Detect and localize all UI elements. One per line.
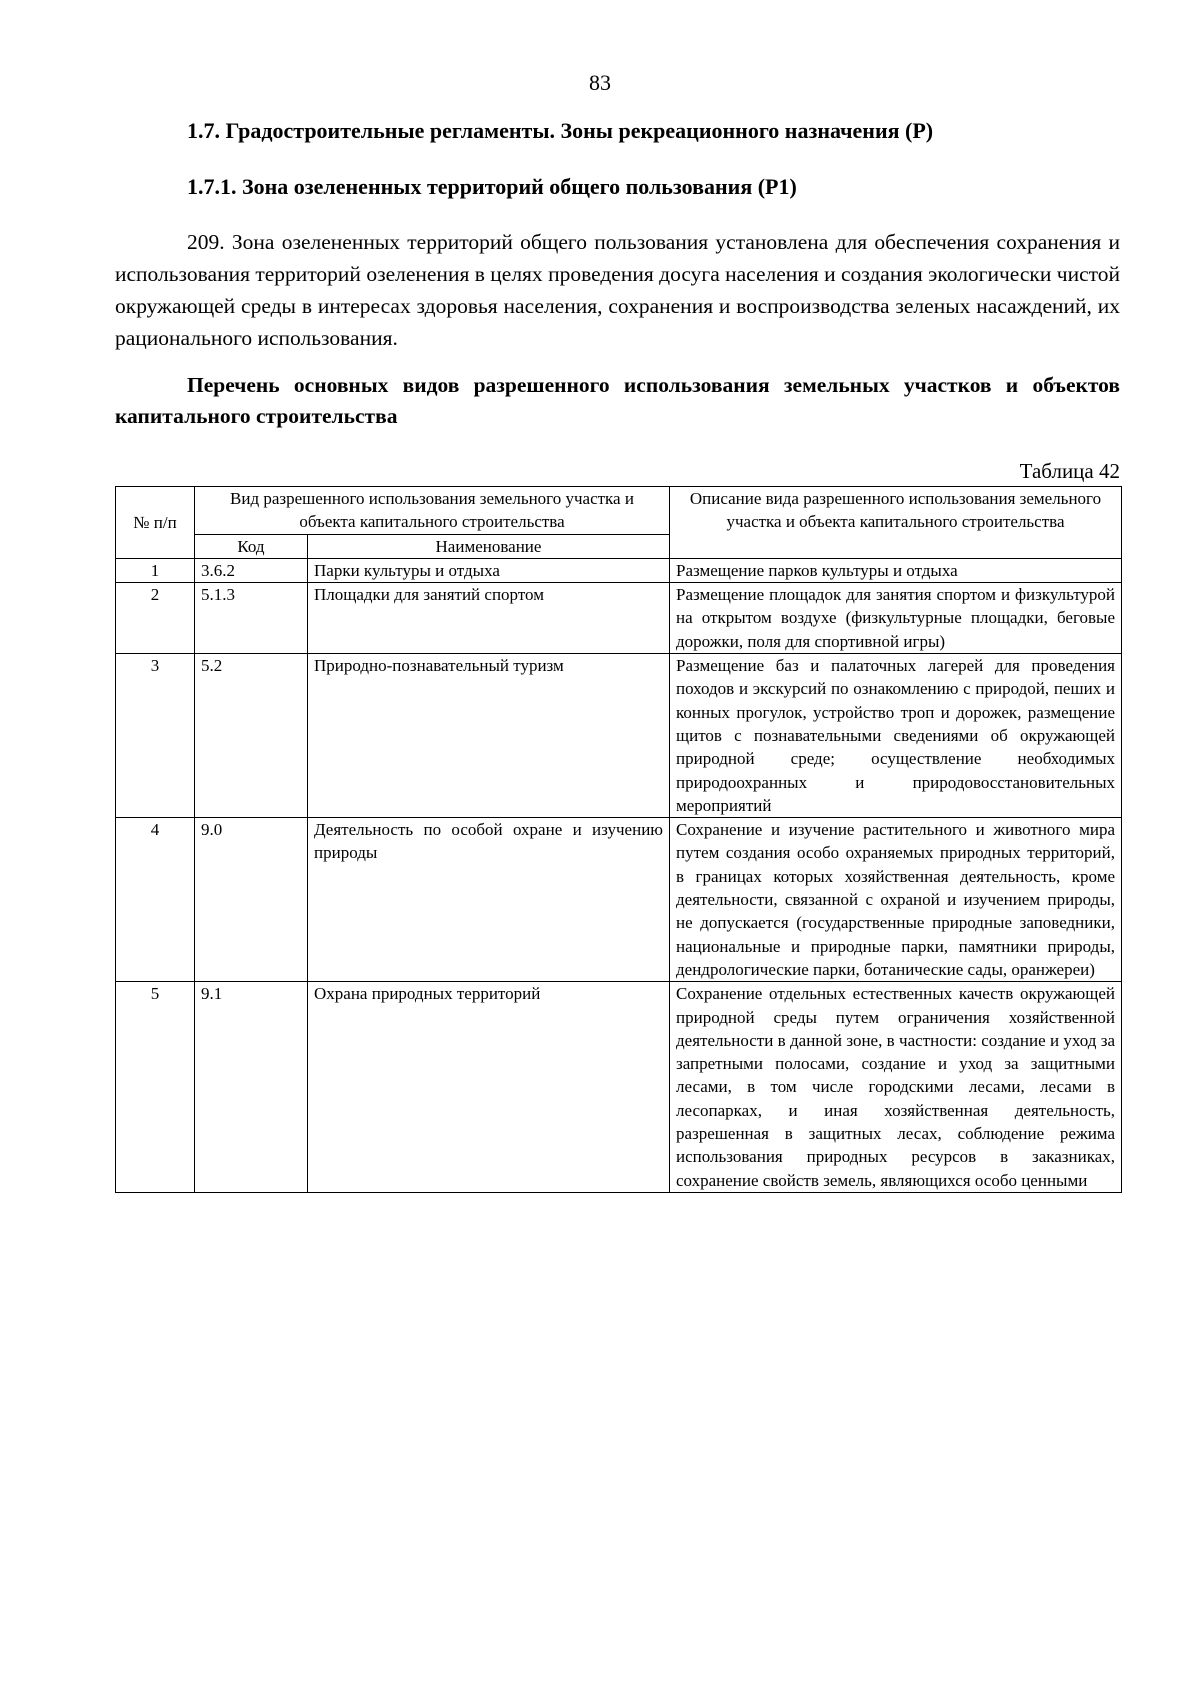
section-heading: 1.7. Градостроительные регламенты. Зоны рекреационного назначения (Р) xyxy=(187,118,934,143)
row-name: Парки культуры и отдыха xyxy=(308,558,670,582)
list-title: Перечень основных видов разрешенного использования земельных участков и объектов капитального строительства xyxy=(115,373,1120,428)
row-num: 3 xyxy=(116,654,195,818)
header-vid-group: Вид разрешенного использования земельного участка и объекта капитального строительства xyxy=(195,487,670,535)
table-row xyxy=(116,982,1122,1193)
table-row xyxy=(116,583,1122,654)
subsection-heading: 1.7.1. Зона озелененных территорий общего пользования (Р1) xyxy=(187,174,797,199)
row-description: Размещение площадок для занятия спортом и физкультурой на открытом воздухе (физкультурные площадки, беговые дорожки, поля для спортивной игры) xyxy=(670,583,1122,654)
row-code: 9.1 xyxy=(195,982,308,1193)
row-code: 5.2 xyxy=(195,654,308,818)
row-description: Сохранение отдельных естественных качеств окружающей природной среды путем ограничения хозяйственной деятельности в данной зоне, в частности: создание и уход за запретными полосами, создание и уход за защитными лесами, в том числе городскими лесами, лесами в лесопарках, и иная хозяйственная деятельность, разрешенная в защитных лесах, соблюдение режима использования природных ресурсов в заказниках, сохранение свойств земель, являющихся особо ценными xyxy=(670,982,1122,1193)
header-code: Код xyxy=(195,534,308,558)
row-num: 1 xyxy=(116,558,195,582)
row-num: 2 xyxy=(116,583,195,654)
table-body xyxy=(116,487,1122,1193)
row-num: 4 xyxy=(116,818,195,982)
row-name: Площадки для занятий спортом xyxy=(308,583,670,654)
row-name: Деятельность по особой охране и изучению природы xyxy=(308,818,670,982)
header-description: Описание вида разрешенного использования земельного участка и объекта капитального строительства xyxy=(670,487,1122,559)
row-name: Охрана природных территорий xyxy=(308,982,670,1193)
table-caption: Таблица 42 xyxy=(1019,459,1120,483)
row-code: 9.0 xyxy=(195,818,308,982)
row-num: 5 xyxy=(116,982,195,1193)
table-row xyxy=(116,818,1122,982)
page-number: 83 xyxy=(589,70,611,95)
row-description: Сохранение и изучение растительного и животного мира путем создания особо охраняемых природных территорий, в границах которых хозяйственная деятельность, кроме деятельности, связанной с охраной и изучением природы, не допускается (государственные природные заповедники, национальные и природные парки, памятники природы, дендрологические парки, ботанические сады, оранжереи) xyxy=(670,818,1122,982)
row-code: 3.6.2 xyxy=(195,558,308,582)
table-row xyxy=(116,654,1122,818)
header-num: № п/п xyxy=(116,487,195,559)
land-use-table xyxy=(115,486,1122,1193)
header-name: Наименование xyxy=(308,534,670,558)
row-code: 5.1.3 xyxy=(195,583,308,654)
row-description: Размещение парков культуры и отдыха xyxy=(670,558,1122,582)
row-name: Природно-познавательный туризм xyxy=(308,654,670,818)
table-row xyxy=(116,558,1122,582)
body-paragraph: 209. Зона озелененных территорий общего пользования установлена для обеспечения сохранения и использования территорий озеленения в целях проведения досуга населения и создания экологически чистой окружающей среды в интересах здоровья населения, сохранения и воспроизводства зеленых насаждений, их рационального использования. xyxy=(115,230,1120,350)
table-header-row xyxy=(116,487,1122,535)
row-description: Размещение баз и палаточных лагерей для проведения походов и экскурсий по ознакомлению с природой, пеших и конных прогулок, устройство троп и дорожек, размещение щитов с познавательными сведениями об окружающей природной среде; осуществление необходимых природоохранных и природовосстановительных мероприятий xyxy=(670,654,1122,818)
